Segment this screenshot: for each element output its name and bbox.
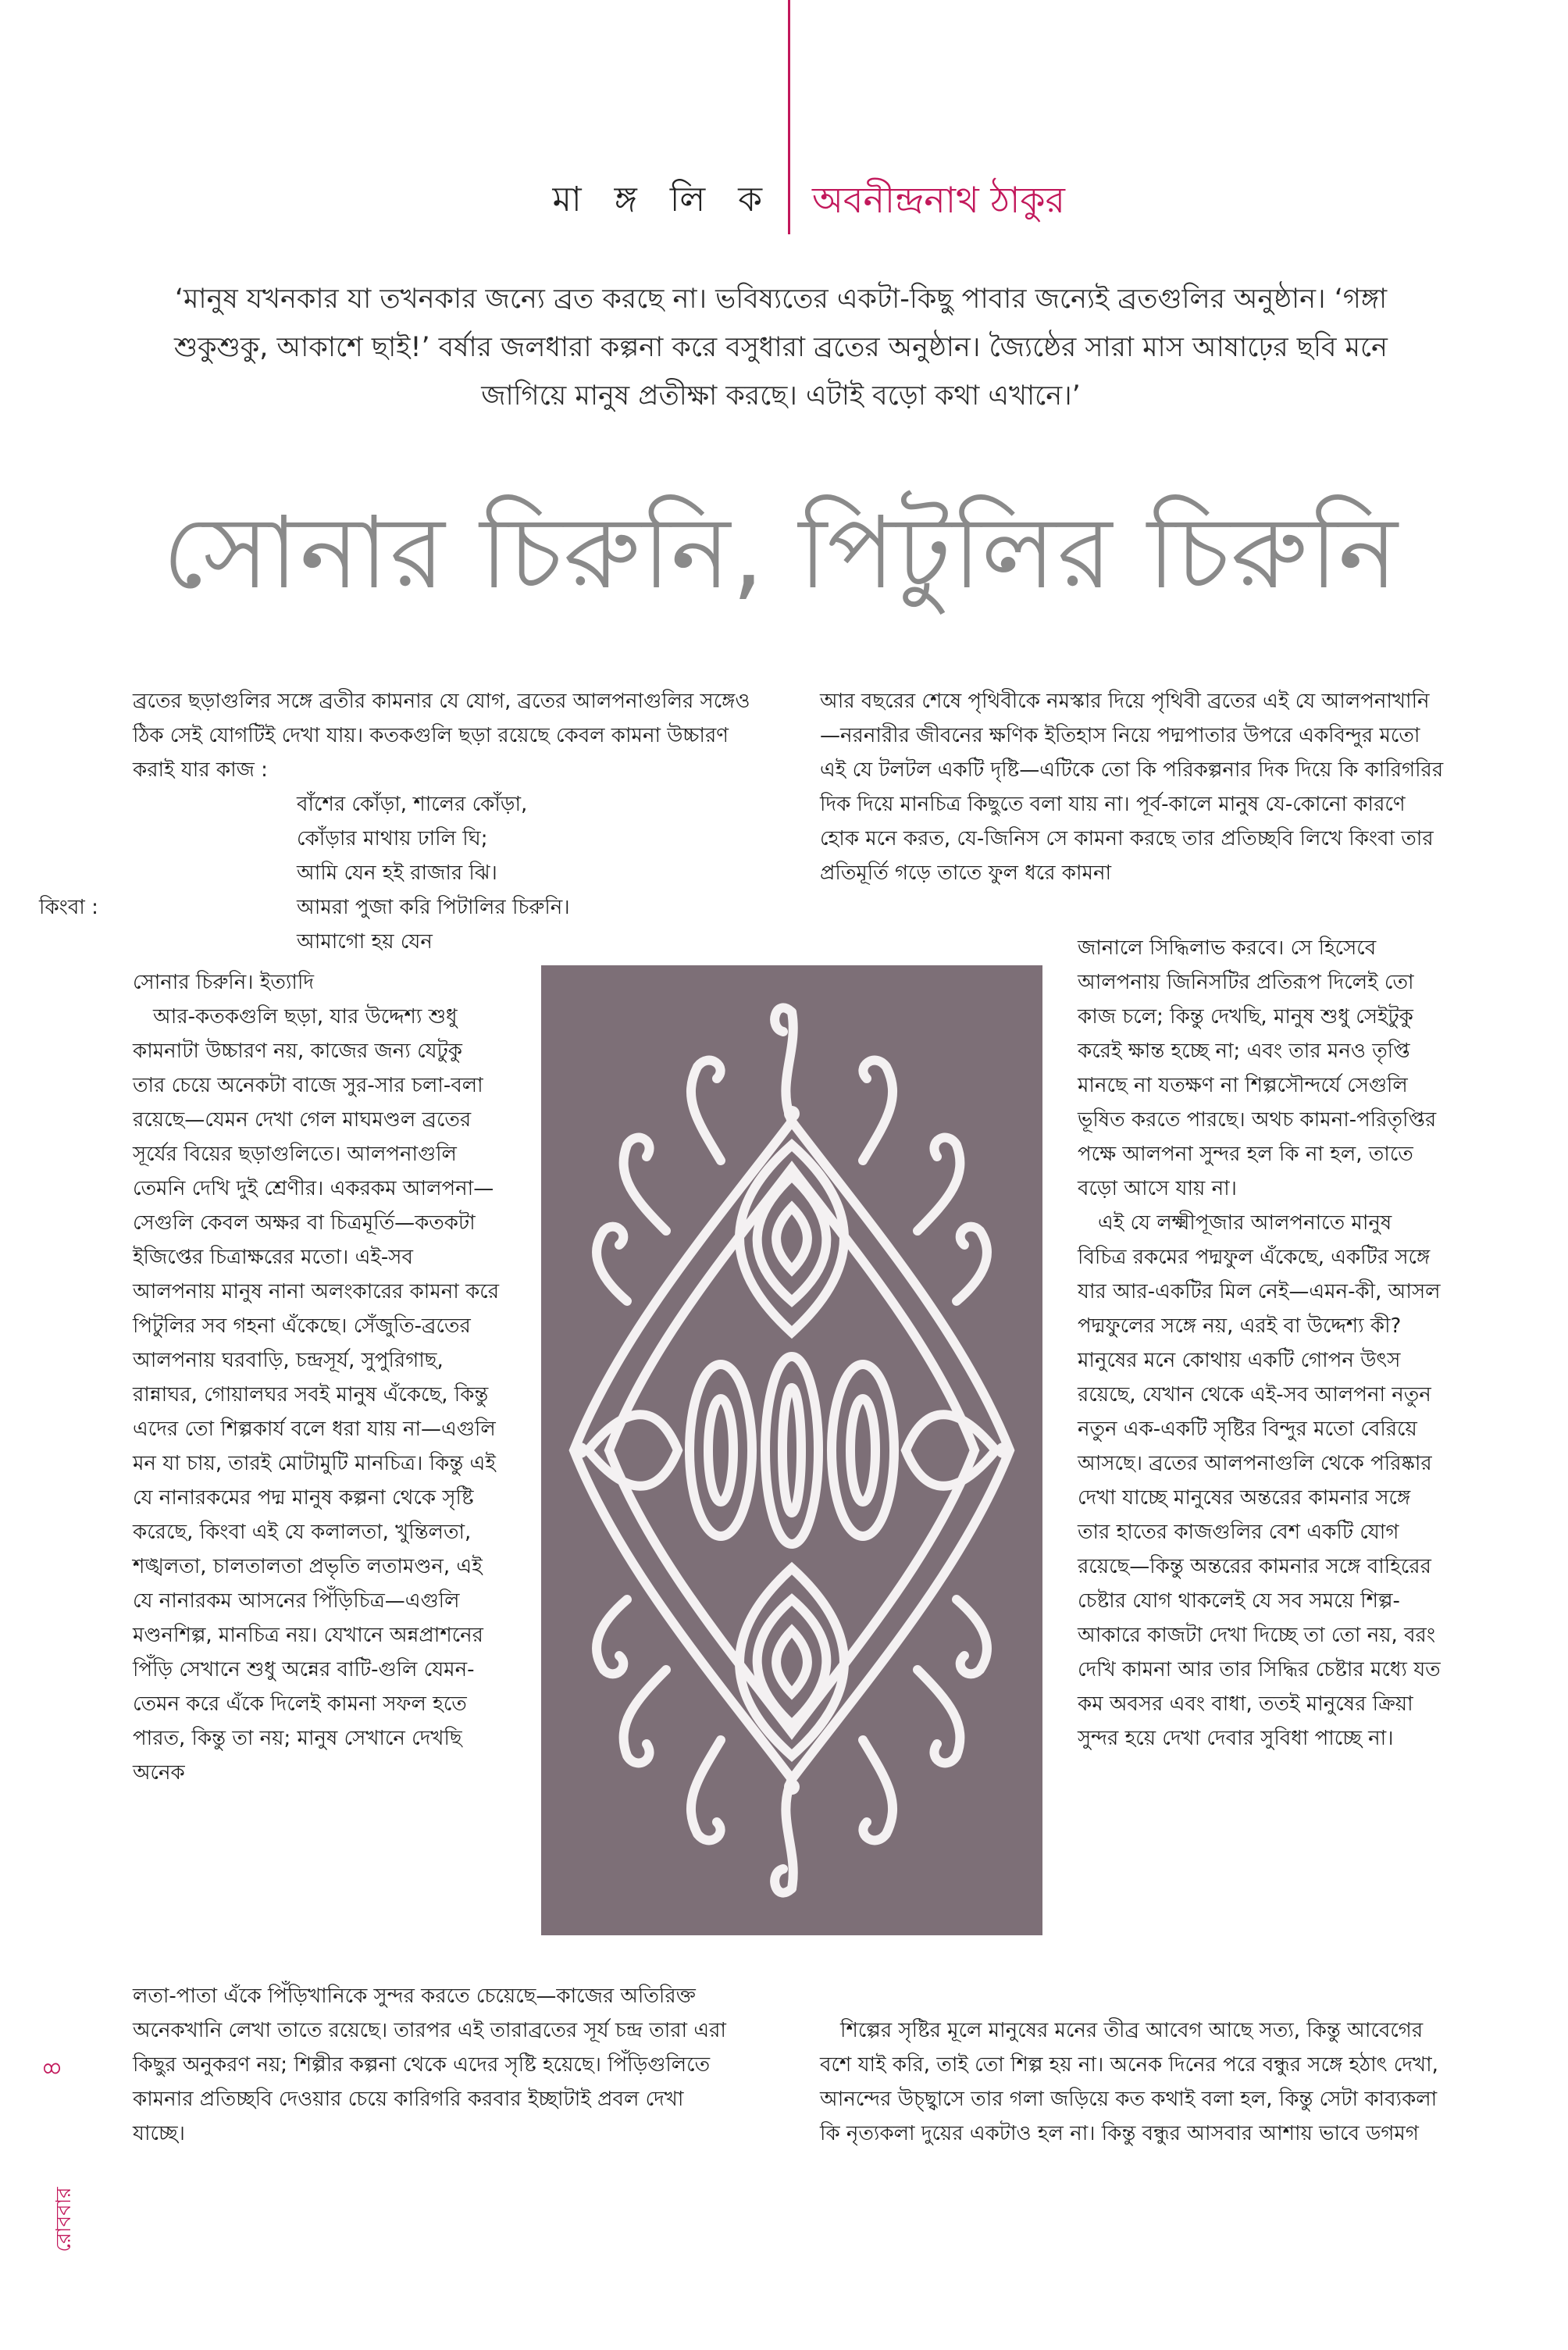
- left-column-intro: [39, 684, 757, 959]
- series-label: মা ঙ্গ লি ক: [552, 180, 773, 219]
- verse-end-line: সোনার চিরুনি। ইত্যাদি: [133, 971, 315, 994]
- body-paragraph: শিল্পের সৃষ্টির মূলে মানুষের মনের তীব্র আবেগ আছে সত্য, কিন্তু আবেগের বশে যাই করি, তাই তো শিল্প হয় না। অনেক দিনের পরে বন্ধুর সঙ্গে হঠাৎ দেখা, আনন্দের উচ্ছ্বাসে তার গলা জড়িয়ে কত কথাই বলা হল, কিন্তু সেটা কাব্যকলা কি নৃত্যকলা দুয়ের একটাও হল না। কিন্তু বন্ধুর আসবার আশায় ভাবে ডগমগ: [820, 2019, 1438, 2145]
- verse-line: বাঁশের কোঁড়া, শালের কোঁড়া,: [297, 793, 528, 816]
- page-number: ৪: [36, 2059, 68, 2077]
- body-paragraph: লতা-পাতা এঁকে পিঁড়িখানিকে সুন্দর করতে চেয়েছে—কাজের অতিরিক্ত অনেকখানি লেখা তাতে রয়েছে। তারপর এই তারাব্রতের সূর্য চন্দ্র তারা এরা কিছুর অনুকরণ নয়; শিল্পীর কল্পনা থেকে এদের সৃষ্টি হয়েছে। পিঁড়িগুলিতে কামনার প্রতিচ্ছবি দেওয়ার চেয়ে কারিগরি করবার ইচ্ছাটাই প্রবল দেখা যাচ্ছে।: [133, 1984, 726, 2145]
- left-column-bottom: [133, 1979, 742, 2151]
- verse-line: কোঁড়ার মাথায় ঢালি ঘি;: [297, 827, 488, 850]
- magazine-brand: রোববার: [52, 2187, 76, 2252]
- top-divider-rule: [788, 0, 790, 234]
- lead-quote: ‘মানুষ যখনকার যা তখনকার জন্যে ব্রত করছে না। ভবিষ্যতের একটা-কিছু পাবার জন্যেই ব্রতগুলির অনুষ্ঠান। ‘গঙ্গা শুকুশুকু, আকাশে ছাই!’ বর্ষার জলধারা কল্পনা করে বসুধারা ব্রতের অনুষ্ঠান। জ্যৈষ্ঠের সারা মাস আষাঢ়ের ছবি মনে জাগিয়ে মানুষ প্রতীক্ষা করছে। এটাই বড়ো কথা এখানে।’: [174, 283, 1388, 412]
- alpana-artwork: [541, 965, 1042, 1935]
- article-headline: সোনার চিরুনি, পিটুলির চিরুনি: [162, 495, 1399, 612]
- verse-text: আমরা পুজা করি পিটালির চিরুনি।: [297, 896, 570, 919]
- alpana-motif-illustration: [541, 965, 1042, 1935]
- body-paragraph: এই যে লক্ষ্মীপূজার আলপনাতে মানুষ বিচিত্র রকমের পদ্মফুল এঁকেছে, একটির সঙ্গে যার আর-একটির মিল নেই—এমন-কী, আসল পদ্মফুলের সঙ্গে নয়, এরই বা উদ্দেশ্য কী? মানুষের মনে কোথায় একটি গোপন উৎস রয়েছে, যেখান থেকে এই-সব আলপনা নতুন নতুন এক-একটি সৃষ্টির বিন্দুর মতো বেরিয়ে আসছে। ব্রতের আলপনাগুলি থেকে পরিষ্কার দেখা যাচ্ছে মানুষের অন্তরের কামনার সঙ্গে তার হাতের কাজগুলির বেশ একটি যোগ রয়েছে—কিন্তু অন্তরের কামনার সঙ্গে বাহিরের চেষ্টার যোগ থাকলেই যে সব সময়ে শিল্প-আকারে কাজটা দেখা দিচ্ছে তা তো নয়, বরং দেখি কামনা আর তার সিদ্ধির চেষ্টার মধ্যে যত কম অবসর এবং বাধা, ততই মানুষের ক্রিয়া সুন্দর হয়ে দেখা দেবার সুবিধা পাচ্ছে না।: [1078, 1211, 1441, 1750]
- right-column-bottom: [820, 2013, 1445, 2151]
- verse-label: কিংবা :: [39, 896, 98, 919]
- intro-paragraph: ব্রতের ছড়াগুলির সঙ্গে ব্রতীর কামনার যে যোগ, ব্রতের আলপনাগুলির সঙ্গেও ঠিক সেই যোগটিই দেখা যায়। কতকগুলি ছড়া রয়েছে কেবল কামনা উচ্চারণ করাই যার কাজ :: [133, 690, 750, 782]
- verse-line: আমি যেন হই রাজার ঝি।: [297, 861, 497, 885]
- right-column-top: [820, 684, 1445, 890]
- verse-line: আমাগো হয় যেন: [297, 930, 433, 954]
- verse-line: [39, 890, 757, 925]
- body-paragraph: জানালে সিদ্ধিলাভ করবে। সে হিসেবে আলপনায় জিনিসটির প্রতিরূপ দিলেই তো কাজ চলে; কিন্তু দেখছি, মানুষ শুধু সেইটুকু করেই ক্ষান্ত হচ্ছে না; এবং তার মনও তৃপ্তি মানছে না যতক্ষণ না শিল্পসৌন্দর্যে সেগুলি ভূষিত করতে পারছে। অথচ কামনা-পরিতৃপ্তির পক্ষে আলপনা সুন্দর হল কি না হল, তাতে বড়ো আসে যায় না।: [1078, 936, 1437, 1200]
- author-name: অবনীন্দ্রনাথ ঠাকুর: [812, 179, 1065, 221]
- body-paragraph: আর বছরের শেষে পৃথিবীকে নমস্কার দিয়ে পৃথিবী ব্রতের এই যে আলপনাখানি—নরনারীর জীবনের ক্ষণিক ইতিহাস নিয়ে পদ্মপাতার উপরে একবিন্দুর মতো এই যে টলটল একটি দৃষ্টি—এটিকে তো কি পরিকল্পনার দিক দিয়ে কি কারিগরির দিক দিয়ে মানচিত্র কিছুতে বলা যায় না। পূর্ব-কালে মানুষ যে-কোনো কারণে হোক মনে করত, যে-জিনিস সে কামনা করছে তার প্রতিচ্ছবি লিখে কিংবা তার প্রতিমূর্তি গড়ে তাতে ফুল ধরে কামনা: [820, 690, 1444, 885]
- body-paragraph: আর-কতকগুলি ছড়া, যার উদ্দেশ্য শুধু কামনাটা উচ্চারণ নয়, কাজের জন্য যেটুকু তার চেয়ে অনেকটা বাজে সুর-সার চলা-বলা রয়েছে—যেমন দেখা গেল মাঘমণ্ডল ব্রতের সূর্যের বিয়ের ছড়াগুলিতে। আলপনাগুলি তেমনি দেখি দুই শ্রেণীর। একরকম আলপনা—সেগুলি কেবল অক্ষর বা চিত্রমূর্তি—কতকটা ইজিপ্তের চিত্রাক্ষরের মতো। এই-সব আলপনায় মানুষ নানা অলংকারের কামনা করে পিটুলির সব গহনা এঁকেছে। সেঁজুতি-ব্রতের আলপনায় ঘরবাড়ি, চন্দ্রসূর্য, সুপুরিগাছ, রান্নাঘর, গোয়ালঘর সবই মানুষ এঁকেছে, কিন্তু এদের তো শিল্পকার্য বলে ধরা যায় না—এগুলি মন যা চায়, তারই মোটামুটি মানচিত্র। কিন্তু এই যে নানারকমের পদ্ম মানুষ কল্পনা থেকে সৃষ্টি করেছে, কিংবা এই যে কলালতা, খুন্তিলতা, শঙ্খলতা, চালতালতা প্রভৃতি লতামণ্ডন, এই যে নানারকম আসনের পিঁড়িচিত্র—এগুলি মণ্ডনশিল্প, মানচিত্র নয়। যেখানে অন্নপ্রাশনের পিঁড়ি সেখানে শুধু অন্নের বাটি-গুলি যেমন-তেমন করে এঁকে দিলেই কামনা সফল হতে পারত, কিন্তু তা নয়; মানুষ সেখানে দেখছি অনেক: [133, 1005, 500, 1785]
- page-footer: [36, 2046, 84, 2312]
- right-column-narrow: [1078, 931, 1445, 1756]
- left-column-narrow: [133, 965, 500, 1790]
